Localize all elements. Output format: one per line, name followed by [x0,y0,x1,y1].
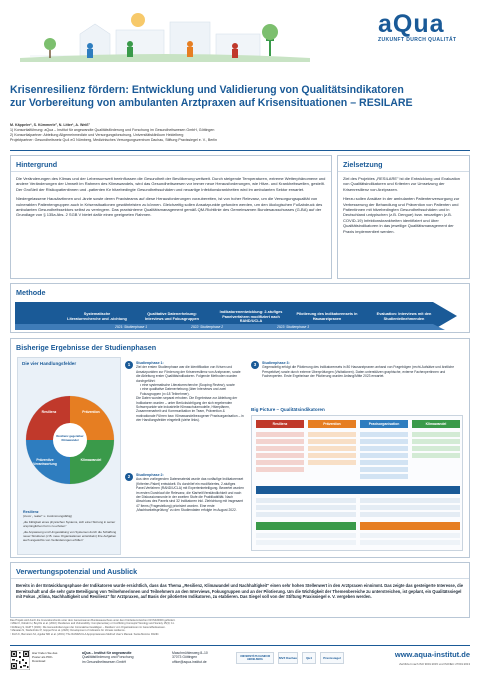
fields-heading: Die vier Handlungsfelder [22,361,77,366]
address-street: Maschmühlenweg 8–10 [172,651,208,655]
org-name: aQua – Institut für angewandte [82,651,132,655]
phase-label-3: 2023: Studienphase 3 [277,325,310,329]
phase-1-bullet-1: • eine systematische Literaturrecherche (Scoping Review), sowie [140,383,235,388]
outlook-heading: Verwertungspotenzial und Ausblick [11,563,469,579]
legend-title: Resilienz [23,510,39,514]
method-step-1: Systematische Literaturrecherche und -sichtung [67,312,127,321]
phase-3-block [262,361,462,379]
field-label-verantwortung: Präventive Verantwortung [33,458,57,466]
big-picture-graphic [252,416,464,552]
big-picture-diagram [251,415,463,551]
partner-logo-qu4: Qu4 [302,652,316,664]
phase-label-2: 2022: Studienphase 2 [191,325,224,329]
fields-panel [17,357,121,555]
partner-logo-heidelberg: UNIVERSITÄTS KLINIKUM HEIDELBERG [236,652,274,664]
background-paragraph-2: Niedergelassene Hausärztinnen und -ärzte sowie deren Praxisteams auf diese Herausforderungen vorzubereiten, ist von hoher Relevanz, um die Versorgungsqualität von vulnerablen Patientengruppen auch in Krisensituationen gewährleisten zu können. Gleichzeitig sollen Ansatzpunkte gefunden werden, um den ökologischen Fußabdruck des ambulanten Gesundheitssektors selbst zu verringern. Das praxisinterne Qualitätsmanagement gemäß QM-Richtlinie des Gemeinsamen Bundesausschusses (G-BA) auf der Grundlage von § 135a Abs. 2 SGB V bietet dafür einen geeigneten Rahmen. [16,196,323,218]
phase-1-text: Ziel der ersten Studienphase war die Identifikation von Krisen und Ansatzpunkten zur Förderung der Krisenresilienz von Arztpraxen, sowie die Ableitung erster Qualitätsindikatoren. Folgende Methoden wurden durchgeführt: [136,365,241,383]
background-paragraph-1: Die Veränderungen des Klimas und der Lebensumwelt beeinflussen die Gesundheit der Bevölkerung weltweit. Durch steigende Temperaturen, extreme Wetterphänomene und andere Veränderungen der Umwelt im Rahmen des Klimawandels, wird das Gesundheitswesen vor immer neue Herausforderungen, wie Hitze- und Krankheitswellen, gestellt. Der Großteil der Risikopatientinnen und -patienten für hitzebedingte Gesundheitsschäden und neuartige Infektionskrankheiten wird im ambulanten Sektor erwartet. [16,176,326,192]
title-divider [10,150,470,151]
address-block [172,651,232,664]
org-line-3: im Gesundheitswesen GmbH [82,659,127,664]
resilience-definition [23,510,119,542]
phase-1-bullet-2: • eine qualitative Datenerhebung (über Interviews und zwei Fokusgruppen (n=18 Teilnehmer). [140,387,227,396]
phase-3-text: Gegenwärtig erfolgt die Pilotierung des Indikatorensets in 80 Hausarztpraxen anhand von Fragebögen (recht-Aufsätze und ärztliche Perspektive) sowie durch externe Überprüfungen (Visitationen). Daten unterstützen graphische, externe Fachexpertinnen und Fachexperten. Erste Ergebnisse der Pilotierung wurden Anfang/Mitte 2023 erwartet. [262,365,455,379]
org-block [82,651,160,664]
authors-block [10,123,470,143]
address-email[interactable]: office@aqua-institut.de [172,659,207,664]
aqua-logo[interactable] [378,10,470,43]
references [10,619,470,636]
phase-1-title: Studienphase 1: [136,361,164,365]
goal-heading: Zielsetzung [338,156,469,172]
partner-logo-praxissiegel: Praxissiegel [320,652,344,664]
method-step-2: Qualitative Datenerhebung: Interviews und Fokusgruppen [144,312,199,321]
footer [10,645,470,675]
goal-body [338,172,469,242]
header-band [0,0,479,82]
goal-paragraph-2: Hierzu sollen Ansätze in der ambulanten Patientenversorgung zur Verbesserung der Behandlung und Prävention von Patienten und Patientinnen mit hitzebedingten Gesundheitsschäden und in Deutschland untypischen (z.B. Dengue) bzw. neuartigen (z.B. COVID-19) Infektionskrankheiten identifiziert und über Qualitätsindikatoren in das jeweilige Qualitätsmanagement der Praxis implementiert werden. [343,196,460,234]
phase-1-bullet-2-text: eine qualitative Datenerhebung (über Interviews und zwei Fokusgruppen (n=18 Teilnehmer). [140,387,227,396]
method-step-4: Pilotierung des Indikatorensets in Hausarztpraxen [296,312,358,321]
reference-3: ³ Manatas N, Stiefenhofer P, Göppel M et al. (2020): Development of indicators for climate resilience. [10,629,126,633]
bp-col-resilienz: Resilienz [272,422,288,426]
phase-3-badge: 3 [251,361,259,369]
reference-2: ² Roßberg S, Reiff T (2021): Die Herausforderungen der Coronakrise bewältigen – Resilienz von Organisationen im Gesundheitswesen. [10,625,166,629]
methods-section [10,283,470,333]
qr-label: Hier finden Sie das Poster als PDF-Download [32,651,58,663]
big-picture-title: Big Picture – Qualitätsindikatoren [251,407,325,412]
results-section [10,338,470,558]
method-step-5: Evaluation: Interviews mit den Studienteilnehmenden [376,312,432,321]
poster-title [10,84,470,110]
field-label-praevention: Prävention [82,410,100,414]
phase-2-text: Aus dem vorliegenden Datenmaterial wurde das vorläufige Indikatorenset (Kriterien-Paket) entwickelt. Es durchlief ein modifiziertes, 2-stufiges Panel-Verfahren (RAND/UCLA) mit Expertenbeteiligung. Bewertet wurden im ersten Durchlauf die Relevanz, die Klarheit/Verständlichkeit und nach der Diskussionsrunde in der zweiten Stufe die Praktikabilität. Nach Abschluss des Panels sind 32 Indikatoren inkl. Zielrichtung mit insgesamt 47 Items (Fragestellung) priorisiert worden. Eine erste „Machbarkeitsprüfung" zu den Studiendaten erfolgte im August 2022. [136,477,244,513]
results-heading: Bisherige Ergebnisse der Studienphasen [16,343,157,352]
outlook-section [10,562,470,618]
phase-2-block [136,473,244,513]
phase-2-badge: 2 [125,473,133,481]
address-city: 37073 Göttingen [172,655,198,660]
phase-3-title: Studienphase 3: [262,361,290,365]
background-body [11,172,331,226]
website-link[interactable]: www.aqua-institut.de [394,650,470,659]
bp-col-praevention: Prävention [323,422,341,426]
affiliation-1: 1) Konsortialführung: aQua – Institut für angewandte Qualitätsförderung und Forschung im Gesundheitswesen GmbH, Göttingen [10,128,215,132]
background-section [10,155,332,279]
phase-1-bullet-1-text: eine systematische Literaturrecherche (Scoping Review), sowie [142,383,235,388]
outlook-text: Bereits in der Entwicklungsphase der Indikatoren wurde ersichtlich, dass das Thema „Resilienz, Klimawandel und Nachhaltigkeit" einen sehr hohen Stellenwert in den Arztpraxen einnimmt. Das zeigte das gesteigerte Interesse, die Bereitschaft und die sehr gute Beteiligung von Teilnehmerinnen und Teilnehmern an den Interviews, Fokusgruppen und an der Pilotierung. Um die Wichtigkeit der Themenbereiche zu unterstreichen, ist geplant, ein Qualitätssiegel mit Fokus „Klima, Nachhaltigkeit und Resilienz" für Arztpraxen, auf Basis der pilotierten Indikatoren, zu etablieren. Das Siegel soll von der Stiftung Praxissiegel e. V. vergeben werden. [16,583,463,600]
reference-4: ⁴ Fitch K, Bernstein SJ, Aguilar MD et al. (2001): The RAND/UCLA Appropriateness Method User's Manual. Santa Monica: RAND. [10,632,160,636]
field-label-klima: Klimawandel [80,458,102,462]
affiliation-2: 2) Konsortialpartner: Abteilung Allgemeinmedizin und Versorgungsforschung, Universitätsklinikum Heidelberg [10,133,184,137]
phase-1-block [136,361,244,423]
phase-label-1: 2021: Studienphase 1 [115,325,148,329]
partner-logo-mvz: MVZ Dachau [278,652,298,664]
field-label-resilienz: Resilienz [41,410,57,414]
methods-heading: Methode [16,288,46,297]
title-line-1: Krisenresilienz fördern: Entwicklung und Validierung von Qualitätsindikatoren [10,84,404,96]
certification-note: Zertifiziert nach ISO 9001:2015 und ISO/IEC 27001:2013 [399,662,470,666]
funding-note: Das Projekt wird durch die Innovationsfonds unter dem Gemeinsamen Bundesausschuss unter dem Förderkennzeichen 01VSF20009 gefördert. [10,619,176,622]
phase-1-badge: 1 [125,361,133,369]
logo-wordmark: aQua [378,10,445,38]
fields-center-label: Resilienz gegenüber Klimawandel [56,434,84,442]
title-line-2: zur Vorbereitung von ambulanten Arztpraxen auf Krisensituationen – RESILARE [10,97,413,109]
goal-section [337,155,470,279]
header-illustration [20,6,310,70]
legend-bullet-1: „die Fähigkeit eines physischen Systems, sich einer Störung in seiner ursprünglichen Form zu erholen" [23,520,116,528]
org-line-2: Qualitätsförderung und Forschung [82,655,134,660]
phase-2-title: Studienphase 2: [136,473,164,477]
legend-definition: (zuvor „ realer" u. zustimmungsfähig) [23,514,73,518]
goal-paragraph-1: Ziel des Projektes „RESILARE" ist die Entwicklung und Evaluation von Qualitätsindikatoren und Kriterien zur Umsetzung der Krisenresilienz von Arztpraxen. [343,176,461,192]
bp-col-praxis: Praxisorganisation [368,422,400,426]
logo-tagline: ZUKUNFT DURCH QUALITÄT [378,37,457,43]
reference-1: ¹ Miller F, Osbahr H, Boyd E et al. (2010): Resilience and Vulnerability: Complementary or Conflicting Concepts? Ecology and Society 15(3): 11. [10,622,175,626]
qr-code-icon[interactable] [10,650,30,670]
method-step-3: Indikatorenentwicklung: 2-stufiges Panelverfahren modifiziert nach RAND/UCLA [219,310,283,324]
background-heading: Hintergrund [11,156,331,172]
author-names: M. Käppeler¹, S. Kümmerle², N. Litter¹, A. Weiß² [10,123,90,127]
bp-col-klima: Klimawandel [425,422,447,426]
affiliation-3: Projektpartner: Gesundheitsnetz Qu4 eG Nürnberg, Medizinisches Versorgungszentrum Dachau, Stiftung Praxissiegel e. V., Berlin [10,138,218,142]
legend-bullet-2: „die Anpassung und Umgestaltung von Systemen durch die Schaffung neuer Strukturen (z.B. neue Organisationen entwickeln) ihre Aufgaben auch angesichts von Veränderungen erfüllen" [23,530,117,542]
phase-1-text-2: Die Daten wurden separat erhoben. Die Ergebnisse zur Ableitung der Indikatoren wurden – unter Berücksichtigung der sich ergebenden Schwerpunkte wie industrielle Klimaschutzmodelle, Hitzeplänen, Zusammenarbeit und Kommunikation im Team, Prävention & motivationale Führen bzw. Klimawandelbezogener Praxisorganisation – in vier Handlungsfelder eingeteilt (siehe links). [136,396,244,423]
